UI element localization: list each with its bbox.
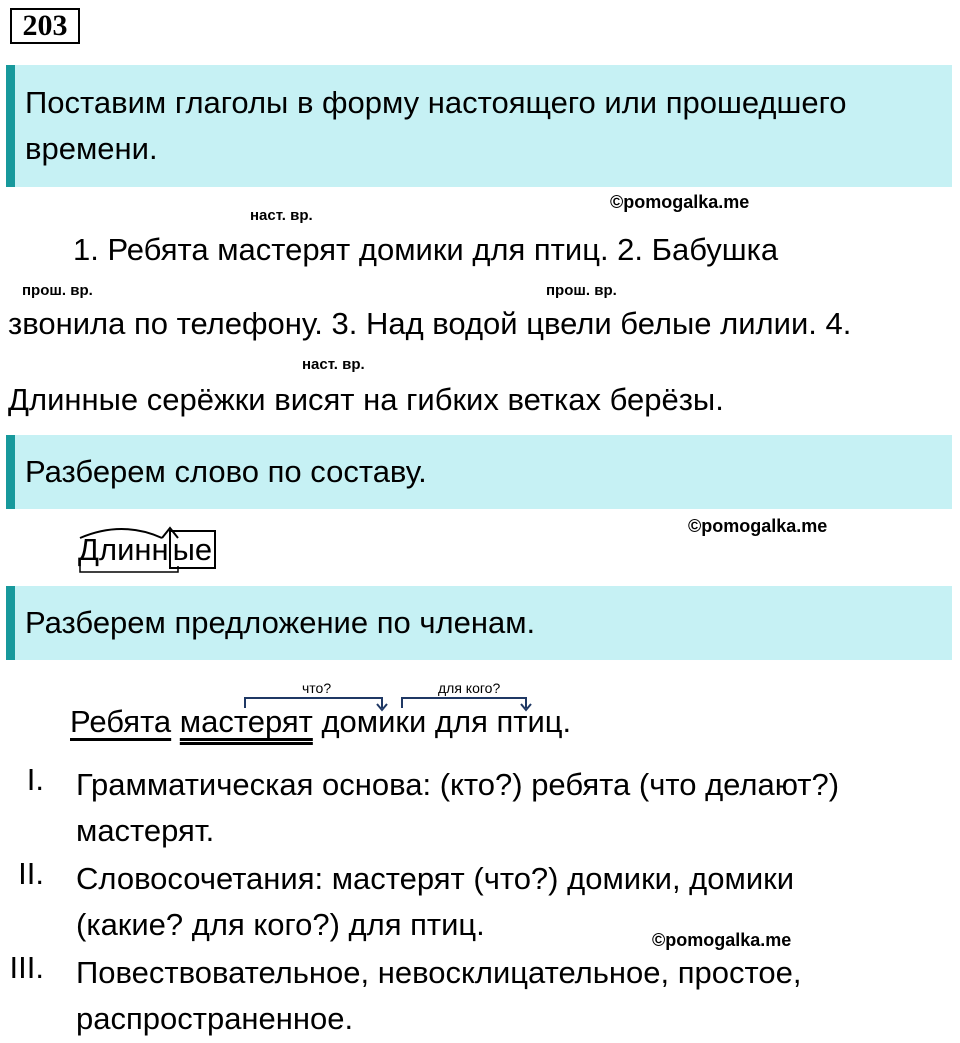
verbs-banner-line2: времени.	[25, 131, 158, 166]
parsed-sentence	[70, 704, 571, 740]
watermark: ©pomogalka.me	[652, 930, 792, 950]
tense-label-past: прош. вр.	[22, 282, 93, 299]
word-ending: ые	[169, 530, 217, 569]
question-label: что?	[302, 680, 332, 696]
list-item-line: распространенное.	[76, 1001, 354, 1036]
verbs-banner-line1: Поставим глаголы в форму настоящего или прошедшего	[25, 85, 847, 120]
sentence-banner-text: Разберем предложение по членам.	[25, 605, 536, 640]
list-item-line: Повествовательное, невосклицательное, простое,	[76, 955, 802, 990]
tense-label-present: наст. вр.	[302, 356, 365, 373]
stem-bracket	[80, 566, 178, 572]
list-item-line: Грамматическая основа: (кто?) ребята (что делают?)	[76, 767, 840, 802]
tense-label-past: прош. вр.	[546, 282, 617, 299]
suffix-mark	[162, 528, 178, 538]
list-item-line: (какие? для кого?) для птиц.	[76, 907, 485, 942]
word-parse-banner	[6, 435, 952, 509]
list-item-line: Словосочетания: мастерят (что?) домики, домики	[76, 861, 795, 896]
question-label: для кого?	[438, 680, 501, 696]
subject-word: Ребята	[70, 704, 172, 739]
root-arc-mark	[80, 529, 162, 538]
text-line-3: Длинные серёжки висят на гибких ветках берёзы.	[8, 382, 724, 417]
watermark: ©pomogalka.me	[688, 516, 828, 536]
word-banner-text: Разберем слово по составу.	[25, 454, 427, 489]
sentence-rest: домики для птиц.	[321, 704, 572, 739]
exercise-number: 203	[10, 8, 80, 44]
text-line-2: звонила по телефону. 3. Над водой цвели белые лилии. 4.	[8, 306, 852, 341]
verbs-task-banner	[6, 65, 952, 187]
word-root: Длинн	[78, 532, 169, 567]
predicate-word: мастерят	[179, 704, 313, 739]
list-item-line: мастерят.	[76, 813, 215, 848]
tense-label-present: наст. вр.	[250, 207, 313, 224]
list-numeral: I.	[26, 762, 44, 797]
list-item	[76, 762, 839, 854]
list-numeral: II.	[18, 856, 44, 891]
morpheme-marks	[70, 516, 230, 576]
watermark: ©pomogalka.me	[610, 192, 750, 212]
text-line-1: 1. Ребята мастерят домики для птиц. 2. Бабушка	[73, 232, 779, 267]
sentence-parse-banner	[6, 586, 952, 660]
list-item	[76, 950, 801, 1042]
list-numeral: III.	[9, 950, 44, 985]
